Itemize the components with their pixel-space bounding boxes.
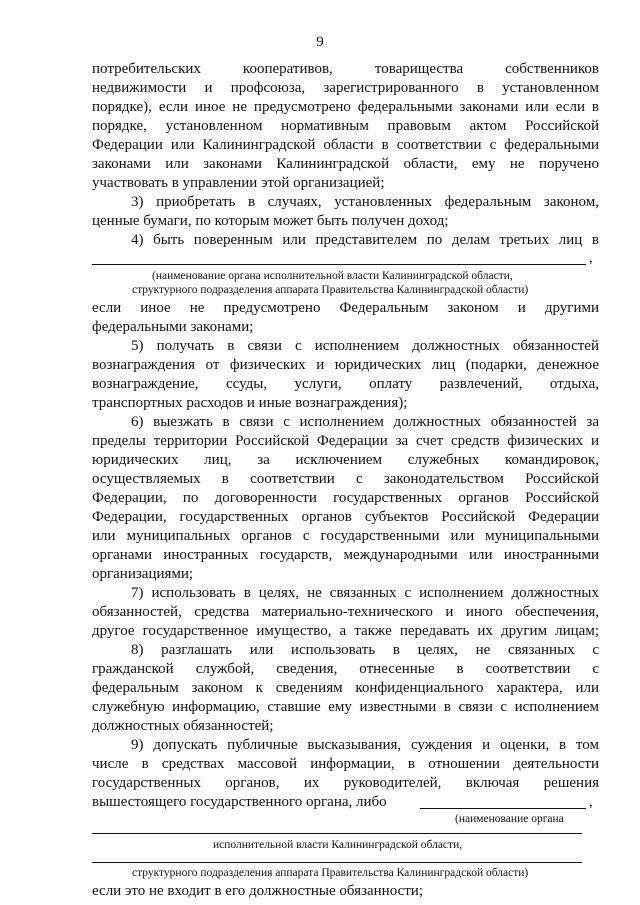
text-line: 5) получать в связи с исполнением должностных обязанностей — [131, 338, 599, 354]
text-line: государственных органов, их руководителей, включая решения — [92, 775, 599, 791]
text-line: служебную информацию, ставшие ему известными в связи с исполнением — [92, 699, 599, 715]
text-line: 7) использовать в целях, не связанных с исполнением должностных — [131, 585, 599, 601]
page-number: 9 — [316, 34, 324, 50]
text-line: 3) приобретать в случаях, установленных федеральным законом, — [131, 194, 599, 210]
text-line: или муниципальных органов с государственными или муниципальными — [92, 528, 599, 544]
text-line: органами иностранных государств, международными или иностранными — [92, 547, 599, 563]
text-line: 8) разглашать или использовать в целях, не связанных с — [131, 642, 599, 658]
comma-mark: , — [589, 250, 593, 266]
text-line: вознаграждение, ссуды, услуги, оплату развлечений, отдыха, — [92, 376, 599, 392]
text-line: если это не входит в его должностные обязанности; — [92, 883, 423, 899]
text-line: 9) допускать публичные высказывания, суждения и оценки, в том — [131, 737, 599, 753]
text-line: числе в средствах массовой информации, в отношении деятельности — [92, 756, 599, 772]
text-line: потребительских кооперативов, товарищества собственников — [92, 61, 599, 77]
text-line: порядке, установленном нормативным правовым актом Российской — [92, 118, 599, 134]
text-line: пределы территории Российской Федерации за счет средств физических и — [92, 433, 599, 449]
text-line: федеральным законом к сведениям конфиденциального характера, или — [92, 680, 599, 696]
text-line: организациями; — [92, 566, 194, 582]
text-line: вознаграждения от физических и юридических лиц (подарки, денежное — [92, 357, 599, 373]
caption-line: структурного подразделения аппарата Правительства Калининградской области) — [132, 867, 529, 879]
caption-line: структурного подразделения аппарата Правительства Калининградской области) — [132, 284, 529, 296]
text-line: обязанностей, средства материально-технического и иного обеспечения, — [92, 604, 599, 620]
text-line: другое государственное имущество, а также передавать их другим лицам; — [92, 623, 599, 639]
text-line: вышестоящего государственного органа, либо — [92, 794, 387, 810]
text-line: Федерации или Калининградской области в соответствии с федеральными — [92, 137, 599, 153]
text-line: порядке), если иное не предусмотрено федеральными законами или если в — [92, 99, 599, 115]
caption-line: (наименование органа исполнительной власти Калининградской области, — [152, 270, 513, 282]
text-line: должностных обязанностей; — [92, 718, 274, 734]
blank-fill-line — [92, 862, 582, 863]
text-line: 4) быть поверенным или представителем по делам третьих лиц в — [131, 232, 599, 248]
text-line: гражданской службой, сведения, отнесенные в соответствии с — [92, 661, 599, 677]
text-line: недвижимости и профсоюза, зарегистрированного в установленном — [92, 80, 599, 96]
text-line: Федерации, государственных органов субъектов Российской Федерации — [92, 509, 599, 525]
text-line: участвовать в управлении этой организацией; — [92, 175, 385, 191]
blank-fill-line — [92, 833, 582, 834]
text-line: Федерации, по договоренности государственных органов Российской — [92, 490, 599, 506]
text-line: 6) выезжать в связи с исполнением должностных обязанностей за — [131, 414, 599, 430]
blank-fill-line — [420, 808, 586, 809]
blank-fill-line — [92, 264, 586, 265]
text-line: транспортных расходов и иные вознаграждения); — [92, 395, 408, 411]
text-line: федеральными законами; — [92, 319, 254, 335]
caption-line: исполнительной власти Калининградской области, — [213, 839, 463, 851]
text-line: законами или законами Калининградской области, ему не поручено — [92, 156, 599, 172]
text-line: ценные бумаги, по которым может быть получен доход; — [92, 213, 449, 229]
text-line: юридических лиц, за исключением служебных командировок, — [92, 452, 599, 468]
text-line: осуществляемых в соответствии с законодательством Российской — [92, 471, 599, 487]
caption-line: (наименование органа — [455, 813, 564, 825]
text-line: если иное не предусмотрено Федеральным законом и другими — [92, 300, 599, 316]
comma-mark: , — [589, 794, 593, 810]
